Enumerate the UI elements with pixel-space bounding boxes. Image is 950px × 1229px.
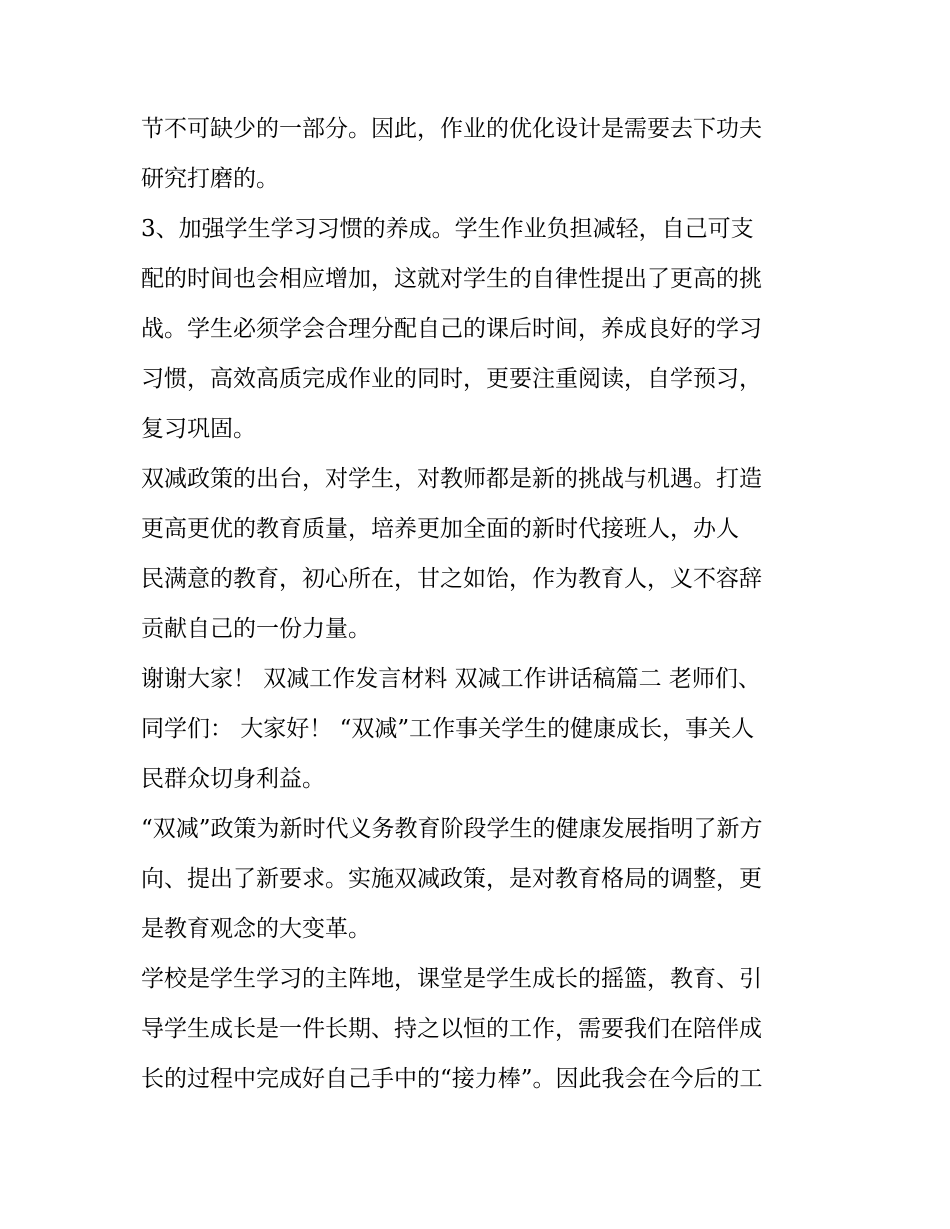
text-line: 研究打磨的。: [141, 166, 279, 192]
text-line: 民满意的教育，初心所在，甘之如饴，作为教育人，义不容辞: [141, 566, 762, 592]
text-line: 贡献自己的一份力量。: [141, 616, 371, 642]
text-line: 更高更优的教育质量，培养更加全面的新时代接班人，办人: [141, 516, 739, 542]
text-line: 民群众切身利益。: [141, 766, 325, 792]
text-line: “双减”政策为新时代义务教育阶段学生的健康发展指明了新方: [141, 816, 763, 842]
text-line: 配的时间也会相应增加，这就对学生的自律性提出了更高的挑: [141, 266, 762, 292]
text-line: 习惯，高效高质完成作业的同时，更要注重阅读，自学预习，: [141, 366, 762, 392]
text-line: 同学们： 大家好！ “双减”工作事关学生的健康成长，事关人: [141, 716, 755, 742]
text-line: 战。学生必须学会合理分配自己的课后时间，养成良好的学习: [141, 316, 762, 342]
text-line: 学校是学生学习的主阵地，课堂是学生成长的摇篮，教育、引: [141, 966, 762, 992]
text-line: 3、加强学生学习习惯的养成。学生作业负担减轻，自己可支: [141, 216, 754, 242]
text-line: 节不可缺少的一部分。因此，作业的优化设计是需要去下功夫: [141, 116, 762, 142]
text-line: 是教育观念的大变革。: [141, 916, 371, 942]
text-line: 导学生成长是一件长期、持之以恒的工作，需要我们在陪伴成: [141, 1016, 762, 1042]
text-line: 长的过程中完成好自己手中的“接力棒”。因此我会在今后的工: [141, 1066, 763, 1092]
text-line: 谢谢大家！ 双减工作发言材料 双减工作讲话稿篇二 老师们、: [141, 666, 761, 692]
body-text: [141, 104, 821, 1104]
text-line: 双减政策的出台，对学生，对教师都是新的挑战与机遇。打造: [141, 466, 762, 492]
text-line: 复习巩固。: [141, 416, 256, 442]
text-line: 向、提出了新要求。实施双减政策，是对教育格局的调整，更: [141, 866, 762, 892]
